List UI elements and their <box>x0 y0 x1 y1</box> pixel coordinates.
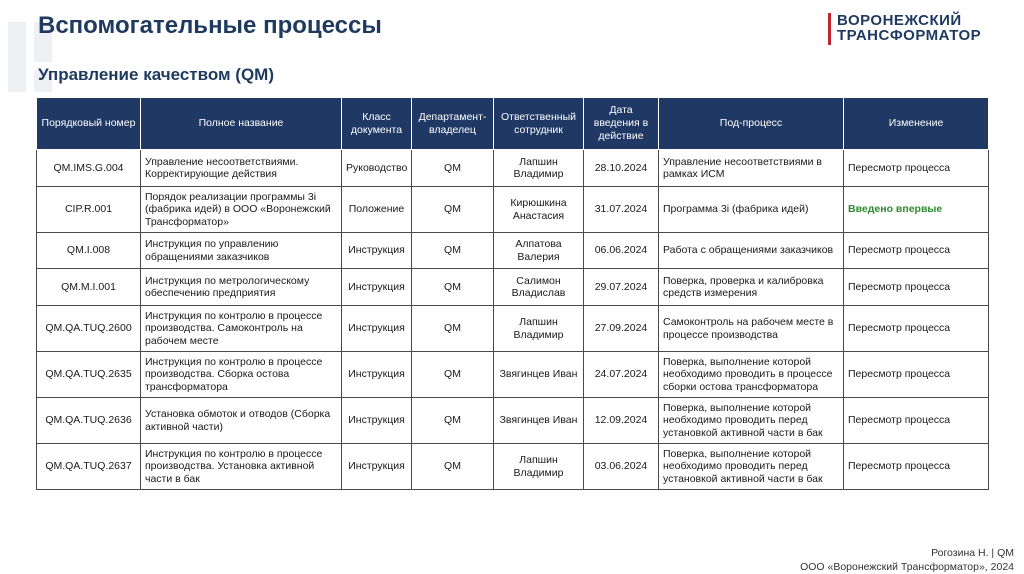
cell-change: Пересмотр процесса <box>844 233 989 269</box>
column-header-number: Порядковый номер <box>37 98 141 150</box>
column-header-subprocess: Под-процесс <box>659 98 844 150</box>
cell-class: Инструкция <box>342 233 412 269</box>
table-row <box>37 306 989 352</box>
cell-responsible: Лапшин Владимир <box>494 306 584 352</box>
cell-class: Положение <box>342 187 412 233</box>
table-row <box>37 269 989 306</box>
cell-date: 29.07.2024 <box>584 269 659 306</box>
cell-number: QM.M.I.001 <box>37 269 141 306</box>
cell-date: 03.06.2024 <box>584 444 659 490</box>
cell-number: QM.I.008 <box>37 233 141 269</box>
cell-date: 06.06.2024 <box>584 233 659 269</box>
cell-class: Инструкция <box>342 352 412 398</box>
cell-class: Инструкция <box>342 306 412 352</box>
cell-class: Руководство <box>342 150 412 187</box>
cell-subprocess: Поверка, выполнение которой необходимо проводить перед установкой активной части в бак <box>659 398 844 444</box>
cell-department: QM <box>412 444 494 490</box>
cell-name: Установка обмоток и отводов (Сборка активной части) <box>141 398 342 444</box>
cell-subprocess: Программа 3i (фабрика идей) <box>659 187 844 233</box>
column-header-name: Полное название <box>141 98 342 150</box>
cell-department: QM <box>412 352 494 398</box>
documents-table <box>36 97 989 490</box>
cell-change: Пересмотр процесса <box>844 352 989 398</box>
cell-class: Инструкция <box>342 269 412 306</box>
cell-change: Пересмотр процесса <box>844 150 989 187</box>
table-row <box>37 150 989 187</box>
column-header-department: Департамент-владелец <box>412 98 494 150</box>
cell-subprocess: Поверка, выполнение которой необходимо проводить в процессе сборки остова трансформатора <box>659 352 844 398</box>
cell-subprocess: Работа с обращениями заказчиков <box>659 233 844 269</box>
cell-change: Пересмотр процесса <box>844 398 989 444</box>
cell-subprocess: Поверка, проверка и калибровка средств измерения <box>659 269 844 306</box>
cell-department: QM <box>412 187 494 233</box>
table-header-row <box>37 98 989 150</box>
cell-responsible: Лапшин Владимир <box>494 150 584 187</box>
table-row <box>37 352 989 398</box>
footer-author: Рогозина Н. | QM <box>931 547 1014 559</box>
cell-responsible: Звягинцев Иван <box>494 398 584 444</box>
cell-responsible: Алпатова Валерия <box>494 233 584 269</box>
cell-responsible: Кирюшкина Анастасия <box>494 187 584 233</box>
cell-responsible: Звягинцев Иван <box>494 352 584 398</box>
logo-line-1: ВОРОНЕЖСКИЙ <box>837 12 962 29</box>
page-title: Вспомогательные процессы <box>38 12 382 39</box>
cell-number: QM.QA.TUQ.2600 <box>37 306 141 352</box>
cell-department: QM <box>412 150 494 187</box>
cell-number: QM.IMS.G.004 <box>37 150 141 187</box>
cell-class: Инструкция <box>342 444 412 490</box>
cell-responsible: Лапшин Владимир <box>494 444 584 490</box>
cell-date: 24.07.2024 <box>584 352 659 398</box>
cell-date: 12.09.2024 <box>584 398 659 444</box>
cell-change: Пересмотр процесса <box>844 444 989 490</box>
table-row <box>37 187 989 233</box>
cell-change: Введено впервые <box>844 187 989 233</box>
cell-change: Пересмотр процесса <box>844 269 989 306</box>
cell-number: QM.QA.TUQ.2637 <box>37 444 141 490</box>
cell-name: Порядок реализации программы 3i (фабрика идей) в ООО «Воронежский Трансформатор» <box>141 187 342 233</box>
cell-subprocess: Самоконтроль на рабочем месте в процессе производства <box>659 306 844 352</box>
cell-department: QM <box>412 398 494 444</box>
column-header-change: Изменение <box>844 98 989 150</box>
cell-name: Инструкция по контролю в процессе производства. Установка активной части в бак <box>141 444 342 490</box>
cell-responsible: Салимон Владислав <box>494 269 584 306</box>
cell-department: QM <box>412 233 494 269</box>
cell-number: CIP.R.001 <box>37 187 141 233</box>
cell-name: Инструкция по управлению обращениями заказчиков <box>141 233 342 269</box>
cell-subprocess: Поверка, выполнение которой необходимо проводить перед установкой активной части в бак <box>659 444 844 490</box>
cell-date: 31.07.2024 <box>584 187 659 233</box>
column-header-responsible: Ответственный сотрудник <box>494 98 584 150</box>
cell-date: 28.10.2024 <box>584 150 659 187</box>
table-row <box>37 398 989 444</box>
cell-number: QM.QA.TUQ.2636 <box>37 398 141 444</box>
table-row <box>37 444 989 490</box>
cell-department: QM <box>412 269 494 306</box>
logo-line-2: ТРАНСФОРМАТОР <box>837 27 982 44</box>
cell-department: QM <box>412 306 494 352</box>
page-subtitle: Управление качеством (QM) <box>38 65 274 84</box>
column-header-class: Класс документа <box>342 98 412 150</box>
cell-subprocess: Управление несоответствиями в рамках ИСМ <box>659 150 844 187</box>
cell-name: Инструкция по контролю в процессе производства. Самоконтроль на рабочем месте <box>141 306 342 352</box>
cell-name: Инструкция по метрологическому обеспечению предприятия <box>141 269 342 306</box>
column-header-date: Дата введения в действие <box>584 98 659 150</box>
table-row <box>37 233 989 269</box>
cell-class: Инструкция <box>342 398 412 444</box>
cell-change: Пересмотр процесса <box>844 306 989 352</box>
cell-date: 27.09.2024 <box>584 306 659 352</box>
company-logo <box>828 13 1008 45</box>
cell-name: Управление несоответствиями. Корректирующие действия <box>141 150 342 187</box>
cell-number: QM.QA.TUQ.2635 <box>37 352 141 398</box>
footer-company: ООО «Воронежский Трансформатор», 2024 <box>800 561 1014 573</box>
cell-name: Инструкция по контролю в процессе производства. Сборка остова трансформатора <box>141 352 342 398</box>
